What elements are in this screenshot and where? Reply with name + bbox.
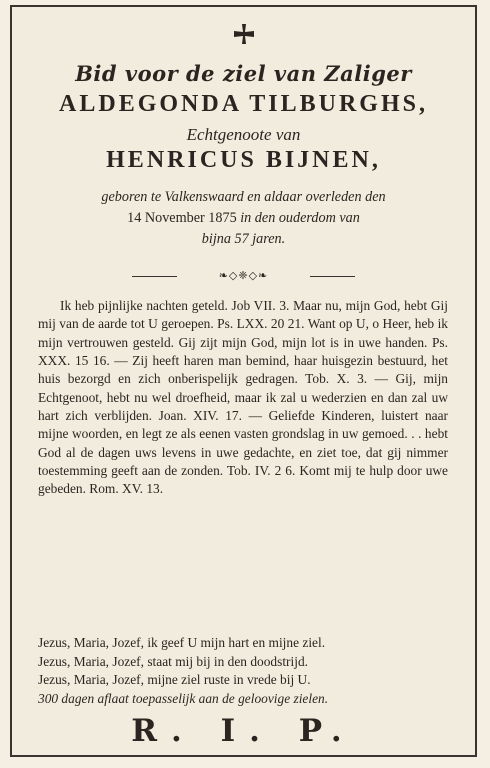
rip-inscription: R. I. P. [131,713,356,749]
birth-death-info [52,187,435,250]
birth-line-3: bijna 57 jaren. [201,231,286,247]
birth-line-1: geboren te Valkenswaard en aldaar overleden den [101,189,386,205]
ornament-line-left [132,276,177,277]
ornament-divider [132,269,355,285]
ornament-glyphs: ❧◇❈◇❧ [218,269,269,282]
prayer-line-2: Jezus, Maria, Jozef, staat mij bij in den doodstrijd. [38,653,308,669]
ornament-line-right [310,276,355,277]
prayer-line-1: Jezus, Maria, Jozef, ik geef U mijn hart en mijne ziel. [38,635,326,650]
indulgence-line: 300 dagen aflaat toepasselijk aan de geloovige zielen. [38,690,329,706]
deceased-name: ALDEGONDA TILBURGHS, [59,91,428,117]
age-phrase: in den ouderdom van [240,210,360,226]
prayer-heading: Bid voor de ziel van Zaliger [75,61,412,86]
prayers-block [38,634,448,708]
scripture-paragraph: Ik heb pijnlijke nachten geteld. Job VII. 3. Maar nu, mijn God, hebt Gij mij van de aarde tot U geroepen. Ps. LXX. 20 21. Want op U, o Heer, heb ik mijn vertrouwen gesteld. Gij zijt mijn God, mijn lot is in uwe handen. Ps. XXX. 15 16. — Zij heeft haren man bemind, haar huisgezin bestuurd, het huis bezorgd en zich onberispelijk gedragen. Tob. X. 3. — Gij, mijn Echtgenoot, hebt nu wel droefheid, maar ik zal u wederzien en dan zal uw hart zich verblijden. Joan. XIV. 17. — Geliefde Kinderen, luistert naar mijne woorden, en legt ze als eenen vasten grondslag in uw gemoed. . . hebt God al de dagen uws levens in uwe gedachte, en ziet toe, dat gij nimmer toestemming geeft aan de zonden. Tob. IV. 2 6. Komt mij te hulp door uwe gebeden. Rom. XV. 13. [38,298,448,497]
cross-icon [12,23,475,50]
husband-name: HENRICUS BIJNEN, [106,147,381,173]
death-date: 14 November 1875 [127,210,237,226]
spouse-of-label: Echtgenoote van [186,125,301,144]
memorial-card [10,5,477,757]
prayer-line-3: Jezus, Maria, Jozef, mijne ziel ruste in vrede bij U. [38,672,311,688]
birth-line-2 [52,208,435,229]
scripture-text [38,297,448,499]
